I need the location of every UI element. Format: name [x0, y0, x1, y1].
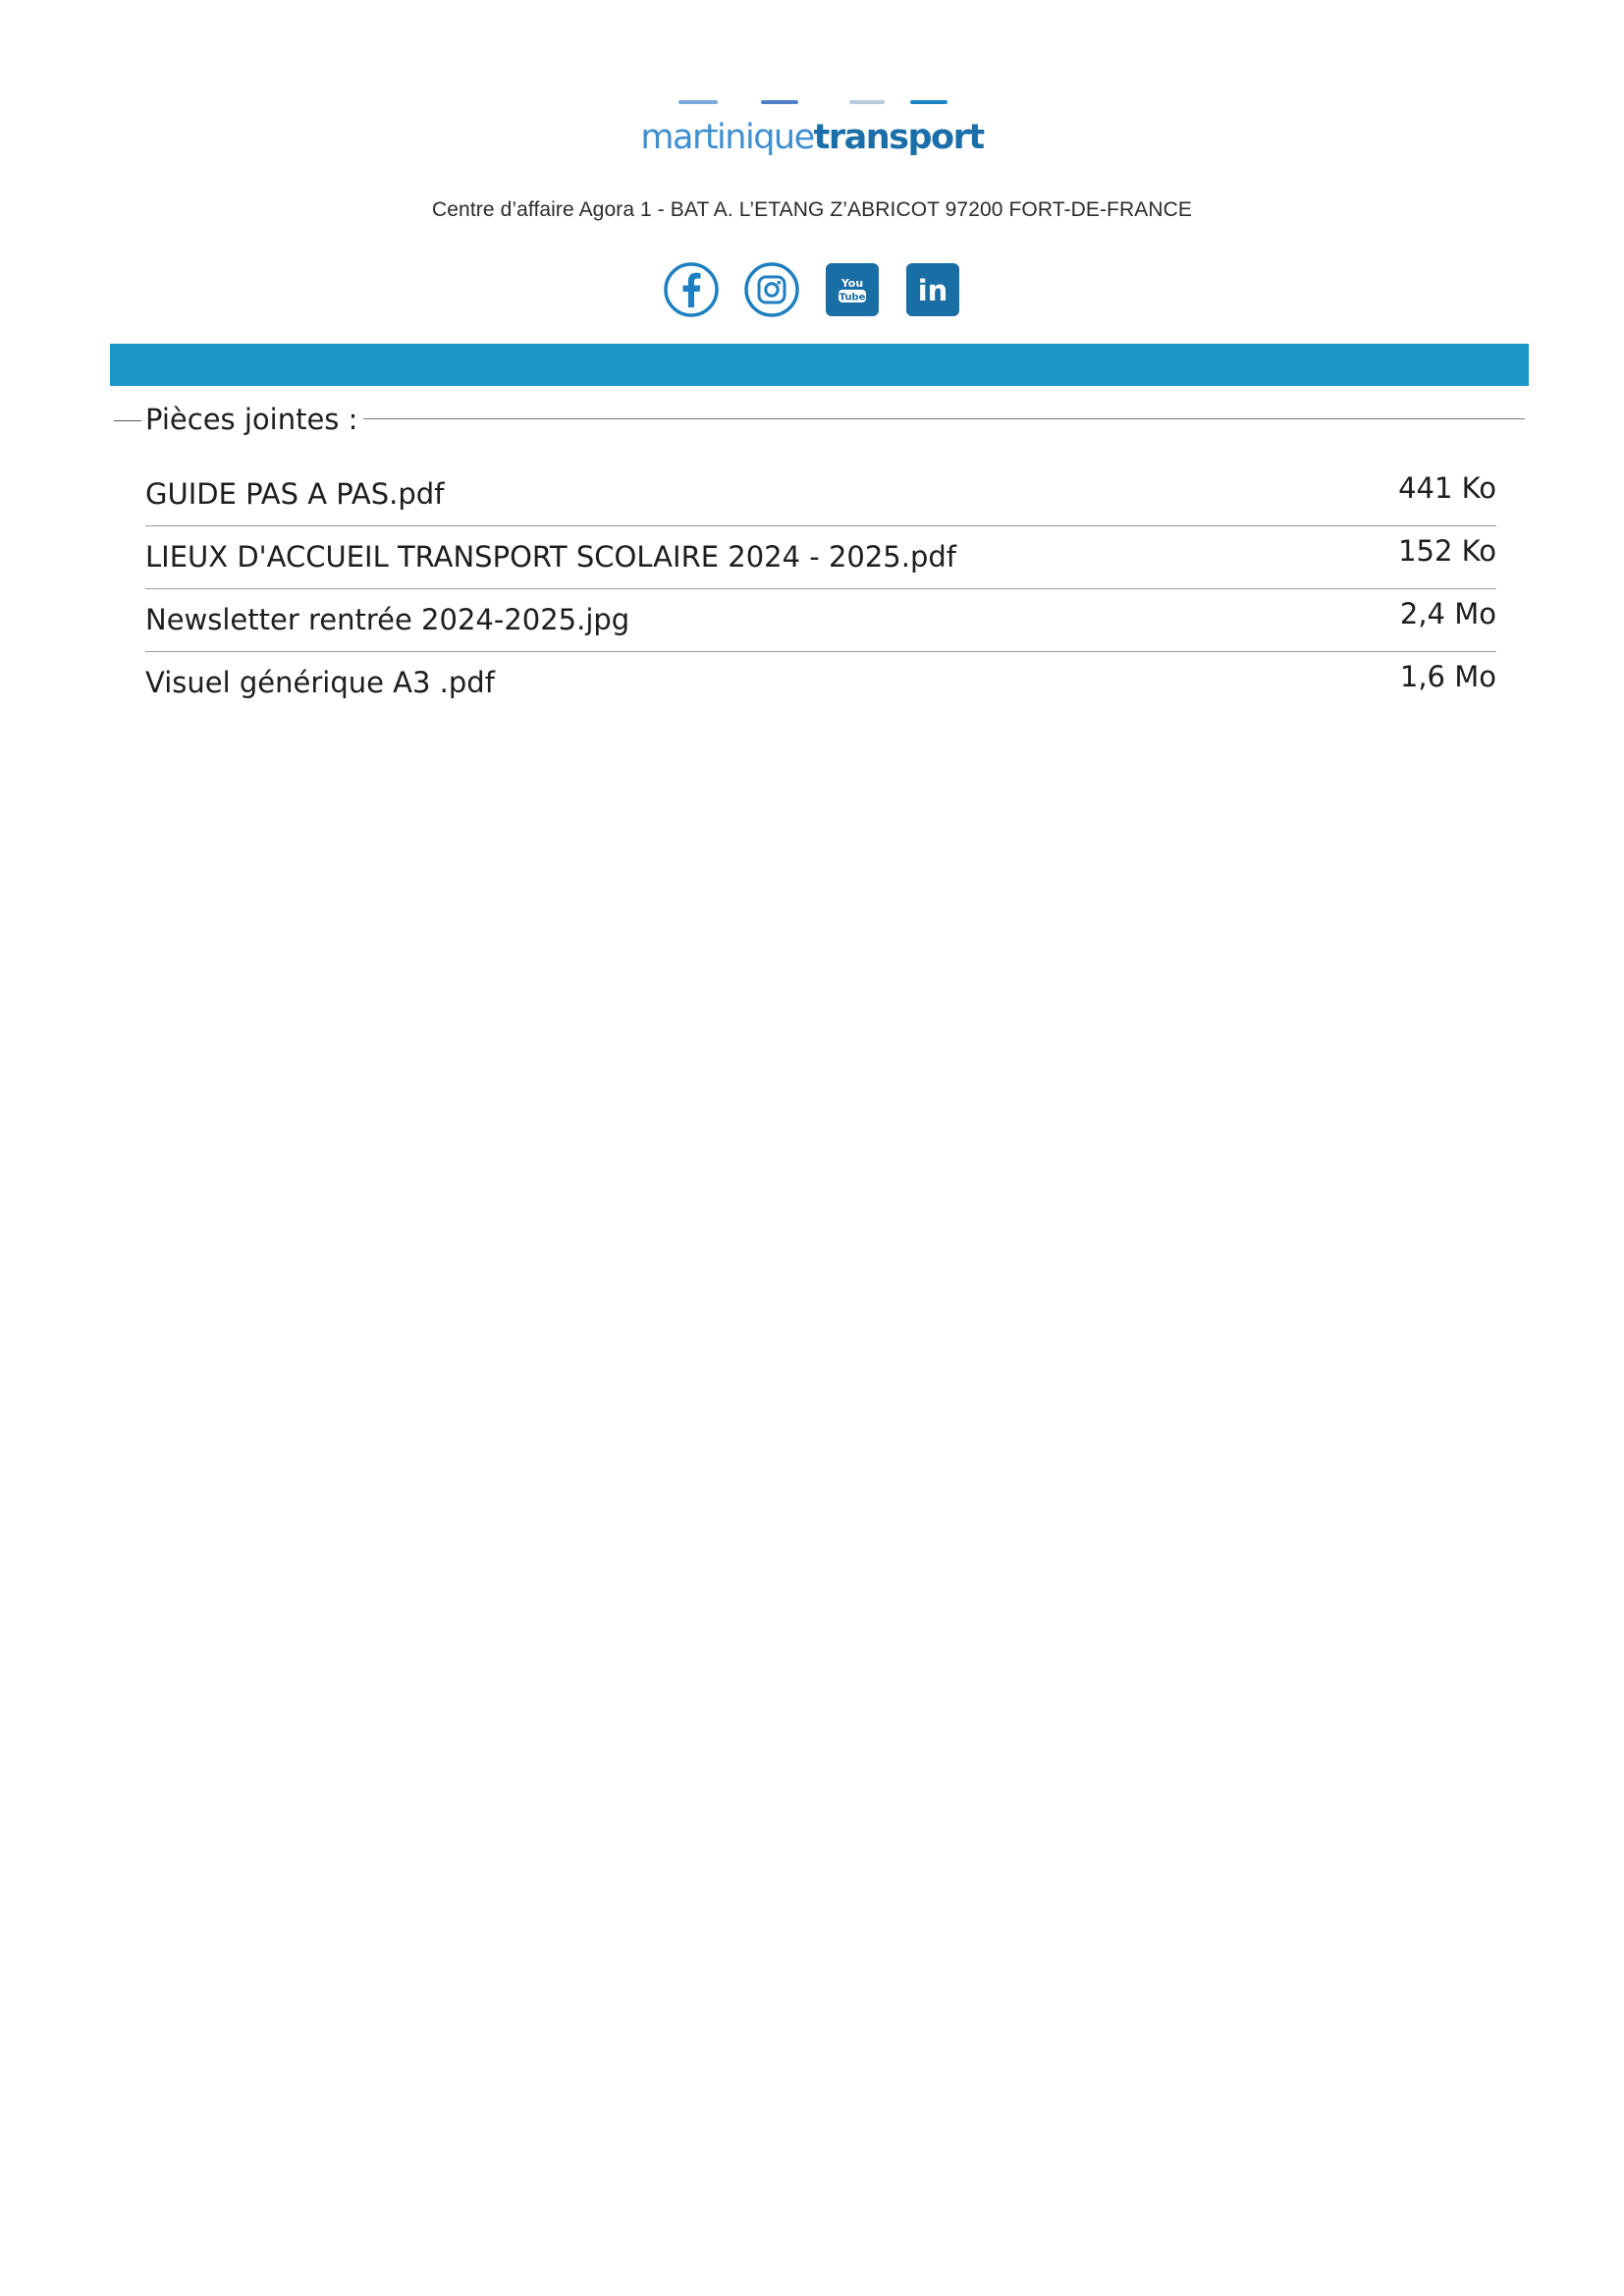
attachment-name[interactable]: Newsletter rentrée 2024-2025.jpg — [145, 603, 630, 636]
attachments-header — [110, 401, 1529, 440]
logo-wordmark — [640, 118, 983, 157]
youtube-text-top: You — [840, 277, 864, 290]
social-links — [0, 261, 1624, 318]
linkedin-icon[interactable] — [904, 261, 961, 318]
attachment-size: 441 Ko — [1398, 471, 1496, 505]
attachment-row[interactable] — [145, 464, 1496, 526]
company-logo — [0, 94, 1624, 157]
logo-bar — [761, 100, 798, 104]
attachment-row[interactable] — [145, 589, 1496, 652]
attachment-row[interactable] — [145, 652, 1496, 714]
youtube-icon[interactable] — [824, 261, 881, 318]
divider — [355, 418, 1525, 419]
attachment-name[interactable]: Visuel générique A3 .pdf — [145, 666, 495, 699]
logo-bar — [678, 100, 718, 104]
attachment-name[interactable]: GUIDE PAS A PAS.pdf — [145, 477, 445, 511]
logo-part-transport: transport — [813, 118, 984, 157]
header-banner — [110, 344, 1529, 386]
attachments-label: Pièces jointes : — [145, 403, 363, 436]
youtube-text-bottom: Tube — [839, 292, 866, 303]
logo-bar — [849, 100, 885, 104]
logo-bar — [910, 100, 947, 104]
attachment-row[interactable] — [145, 526, 1496, 589]
logo-decoration — [665, 94, 959, 108]
attachment-size: 1,6 Mo — [1399, 660, 1496, 693]
attachment-list — [145, 464, 1496, 714]
facebook-icon[interactable] — [663, 261, 720, 318]
instagram-icon[interactable] — [743, 261, 800, 318]
company-address: Centre d’affaire Agora 1 - BAT A. L’ETANG Z’ABRICOT 97200 FORT-DE-FRANCE — [432, 198, 1192, 221]
attachment-size: 2,4 Mo — [1399, 597, 1496, 630]
attachment-name[interactable]: LIEUX D'ACCUEIL TRANSPORT SCOLAIRE 2024 - 2025.pdf — [145, 540, 957, 574]
attachment-size: 152 Ko — [1398, 534, 1496, 568]
logo-part-martinique: martinique — [640, 118, 814, 157]
divider — [114, 420, 141, 421]
linkedin-text: in — [917, 274, 948, 307]
